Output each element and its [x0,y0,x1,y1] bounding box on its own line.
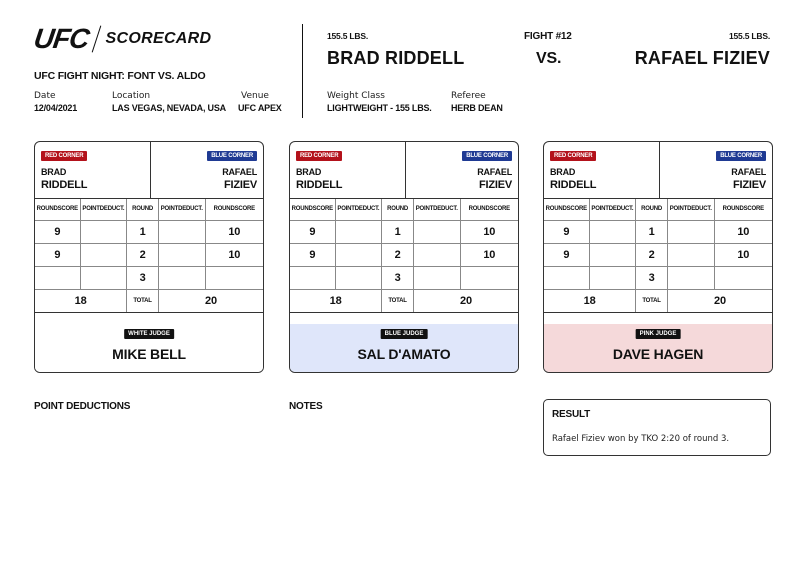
red-point-deduction [590,221,637,243]
judge-scorecard-3 [543,141,773,373]
red-corner-badge: RED CORNER [550,151,596,161]
total-row [290,290,518,313]
corner-divider [405,142,406,199]
blue-corner-badge: BLUE CORNER [462,151,512,161]
blue-corner-badge: BLUE CORNER [207,151,257,161]
venue-value: UFC APEX [238,103,282,113]
red-corner-badge: RED CORNER [296,151,342,161]
header-divider [302,24,303,118]
blue-round-score [461,267,518,289]
result-title: RESULT [552,409,591,420]
judge-name: MIKE BELL [112,346,186,362]
location-value: LAS VEGAS, NEVADA, USA [112,103,226,113]
result-text: Rafael Fiziev won by TKO 2:20 of round 3. [552,434,730,444]
round-row [544,267,772,290]
round-row [290,221,518,244]
round-number: 1 [636,221,668,243]
blue-round-score-header: ROUND SCORE [468,206,510,212]
red-round-score: 9 [290,221,336,243]
fight-number: FIGHT #12 [524,31,572,42]
score-grid [544,199,772,313]
red-point-deduction [81,221,128,243]
score-grid [290,199,518,313]
blue-fighter-name: RAFAEL FIZIEV [634,48,770,68]
corner-header [35,142,263,199]
blue-corner-badge: BLUE CORNER [716,151,766,161]
blue-corner-last-name: FIZIEV [223,179,257,191]
corner-header [544,142,772,199]
red-weight: 155.5 LBS. [327,31,368,41]
ufc-logo-text: UFC [31,23,91,54]
red-round-score [544,267,590,289]
blue-total: 20 [460,295,472,307]
red-point-deduction [590,244,637,266]
location-label: Location [112,91,151,101]
score-header-row [544,199,772,221]
result-box [543,399,771,456]
red-round-score [290,267,336,289]
date-label: Date [34,91,56,101]
red-point-deduction [81,267,128,289]
blue-point-deduction [159,267,206,289]
total-row [35,290,263,313]
scorecard-label: SCORECARD [105,30,212,47]
round-number: 3 [127,267,159,289]
round-row [544,221,772,244]
round-row [544,244,772,267]
judge-scorecard-1 [34,141,264,373]
blue-corner-last-name: FIZIEV [478,179,512,191]
blue-round-score-header: ROUND SCORE [722,206,764,212]
judge-box [290,324,518,373]
red-point-deduct-header: POINT DEDUCT. [81,199,128,220]
red-round-score-header: ROUND SCORE [290,199,336,220]
blue-round-score: 10 [483,249,496,261]
red-point-deduction [336,244,383,266]
weight-class-value: LIGHTWEIGHT - 155 LBS. [327,103,432,113]
blue-point-deduction [414,221,461,243]
scorecard-logo [31,23,212,54]
round-row [35,267,263,290]
judge-color-badge: BLUE JUDGE [381,329,428,339]
total-label: TOTAL [636,290,668,312]
round-number: 1 [127,221,159,243]
round-number: 2 [382,244,414,266]
round-header: ROUND [636,199,668,220]
blue-weight: 155.5 LBS. [729,31,770,41]
blue-round-score: 10 [228,249,241,261]
red-round-score [35,267,81,289]
judge-color-badge: PINK JUDGE [636,329,681,339]
point-deductions-title: POINT DEDUCTIONS [34,401,131,412]
blue-point-deduction [668,244,715,266]
blue-point-deduct-header: POINT DEDUCT. [668,199,715,220]
red-point-deduction [81,244,128,266]
date-value: 12/04/2021 [34,103,78,113]
red-total: 18 [290,290,382,312]
red-point-deduct-header: POINT DEDUCT. [336,199,383,220]
notes-title: NOTES [289,401,323,412]
red-corner-first-name: BRAD [296,167,322,177]
blue-round-score-header: ROUND SCORE [213,206,255,212]
round-number: 1 [382,221,414,243]
blue-corner-last-name: FIZIEV [732,179,766,191]
blue-corner-first-name: RAFAEL [731,167,766,177]
red-fighter-name: BRAD RIDDELL [327,48,465,68]
venue-label: Venue [241,91,269,101]
blue-total: 20 [205,295,217,307]
weight-class-label: Weight Class [327,91,385,101]
blue-round-score: 10 [737,249,750,261]
blue-point-deduction [668,267,715,289]
blue-corner-first-name: RAFAEL [477,167,512,177]
red-round-score: 9 [35,244,81,266]
red-round-score: 9 [544,221,590,243]
blue-total: 20 [714,295,726,307]
score-header-row [35,199,263,221]
round-number: 2 [127,244,159,266]
blue-round-score [715,267,772,289]
corner-divider [150,142,151,199]
round-row [35,244,263,267]
red-total: 18 [544,290,636,312]
red-point-deduction [336,267,383,289]
total-label: TOTAL [382,290,414,312]
round-header: ROUND [382,199,414,220]
score-header-row [290,199,518,221]
red-point-deduction [336,221,383,243]
blue-round-score: 10 [737,226,750,238]
blue-point-deduct-header: POINT DEDUCT. [414,199,461,220]
judge-box [35,324,263,373]
corner-header [290,142,518,199]
round-row [290,267,518,290]
red-corner-first-name: BRAD [550,167,576,177]
red-point-deduct-header: POINT DEDUCT. [590,199,637,220]
blue-round-score: 10 [228,226,241,238]
red-corner-badge: RED CORNER [41,151,87,161]
red-round-score: 9 [544,244,590,266]
total-row [544,290,772,313]
red-round-score-header: ROUND SCORE [544,199,590,220]
blue-point-deduction [159,221,206,243]
red-round-score: 9 [35,221,81,243]
round-number: 3 [382,267,414,289]
score-grid [35,199,263,313]
round-number: 3 [636,267,668,289]
red-round-score-header: ROUND SCORE [35,199,81,220]
round-header: ROUND [127,199,159,220]
red-corner-last-name: RIDDELL [296,179,343,191]
judge-name: DAVE HAGEN [612,346,704,362]
judge-box [544,324,772,373]
vs-label: VS. [536,50,562,67]
red-corner-last-name: RIDDELL [550,179,597,191]
blue-round-score [206,267,263,289]
red-total: 18 [35,290,127,312]
red-corner-last-name: RIDDELL [41,179,88,191]
referee-value: HERB DEAN [451,103,503,113]
judge-scorecard-2 [289,141,519,373]
round-row [290,244,518,267]
blue-point-deduction [414,267,461,289]
corner-divider [659,142,660,199]
referee-label: Referee [451,91,486,101]
round-row [35,221,263,244]
total-label: TOTAL [127,290,159,312]
blue-corner-first-name: RAFAEL [222,167,257,177]
blue-point-deduct-header: POINT DEDUCT. [159,199,206,220]
red-corner-first-name: BRAD [41,167,67,177]
round-number: 2 [636,244,668,266]
event-title: UFC FIGHT NIGHT: FONT VS. ALDO [34,70,206,82]
red-round-score: 9 [290,244,336,266]
blue-point-deduction [668,221,715,243]
logo-divider [91,26,101,53]
judge-name: SAL D'AMATO [357,346,451,362]
blue-point-deduction [414,244,461,266]
blue-round-score: 10 [483,226,496,238]
judge-color-badge: WHITE JUDGE [124,329,174,339]
blue-point-deduction [159,244,206,266]
red-point-deduction [590,267,637,289]
